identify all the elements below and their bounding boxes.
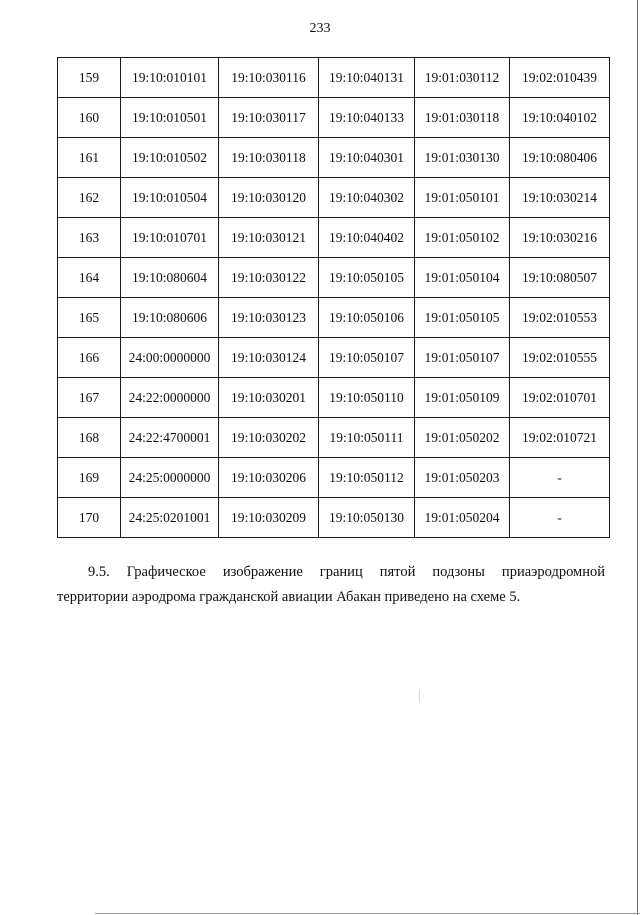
cadastral-table xyxy=(57,57,610,538)
cadastral-number-cell: 19:10:050110 xyxy=(319,378,415,418)
cadastral-number-cell: 19:10:040102 xyxy=(510,98,610,138)
cadastral-number-cell: 19:10:030116 xyxy=(219,58,319,98)
cadastral-number-cell: 19:01:050102 xyxy=(415,218,510,258)
cadastral-number-cell: 19:10:080507 xyxy=(510,258,610,298)
paragraph-line-2: территории аэродрома гражданской авиации Абакан приведено на схеме 5. xyxy=(57,589,521,605)
row-number-cell: 161 xyxy=(58,138,121,178)
cadastral-number-cell: 19:10:030124 xyxy=(219,338,319,378)
table-row xyxy=(58,178,610,218)
cadastral-number-cell: 24:25:0000000 xyxy=(121,458,219,498)
cadastral-number-cell: 19:10:030122 xyxy=(219,258,319,298)
cadastral-number-cell: 19:02:010553 xyxy=(510,298,610,338)
cadastral-number-cell: 24:25:0201001 xyxy=(121,498,219,538)
paragraph-line-1: 9.5. Графическое изображение границ пятой подзоны приаэродромной xyxy=(88,564,605,580)
cadastral-number-cell: 19:01:050109 xyxy=(415,378,510,418)
cadastral-number-cell: 19:10:030214 xyxy=(510,178,610,218)
table-row xyxy=(58,338,610,378)
cadastral-number-cell: 24:22:4700001 xyxy=(121,418,219,458)
row-number-cell: 163 xyxy=(58,218,121,258)
cadastral-number-cell: 19:10:030209 xyxy=(219,498,319,538)
cadastral-number-cell: 19:10:040301 xyxy=(319,138,415,178)
cadastral-number-cell: 19:10:030120 xyxy=(219,178,319,218)
cadastral-number-cell: 24:22:0000000 xyxy=(121,378,219,418)
row-number-cell: 159 xyxy=(58,58,121,98)
cadastral-number-cell: 19:10:050130 xyxy=(319,498,415,538)
cadastral-number-cell: 19:10:050111 xyxy=(319,418,415,458)
cadastral-number-cell: 19:01:050202 xyxy=(415,418,510,458)
table-row xyxy=(58,458,610,498)
cadastral-number-cell: 19:01:030118 xyxy=(415,98,510,138)
table-row xyxy=(58,58,610,98)
cadastral-number-cell: 19:02:010555 xyxy=(510,338,610,378)
cadastral-number-cell: 19:10:050112 xyxy=(319,458,415,498)
cadastral-number-cell: 19:10:030206 xyxy=(219,458,319,498)
table-row xyxy=(58,218,610,258)
scan-artifact xyxy=(419,690,420,702)
cadastral-number-cell: 19:01:050104 xyxy=(415,258,510,298)
cadastral-number-cell: 19:10:030123 xyxy=(219,298,319,338)
cadastral-number-cell: 19:10:080606 xyxy=(121,298,219,338)
cadastral-number-cell: 19:10:050106 xyxy=(319,298,415,338)
table-row xyxy=(58,498,610,538)
cadastral-number-cell: 19:10:040302 xyxy=(319,178,415,218)
cadastral-number-cell: - xyxy=(510,498,610,538)
cadastral-number-cell: 19:10:030118 xyxy=(219,138,319,178)
cadastral-number-cell: 19:10:010101 xyxy=(121,58,219,98)
cadastral-number-cell: 19:10:030202 xyxy=(219,418,319,458)
cadastral-number-cell: 19:01:030112 xyxy=(415,58,510,98)
cadastral-number-cell: 19:10:010502 xyxy=(121,138,219,178)
section-paragraph xyxy=(57,560,605,610)
cadastral-number-cell: 19:02:010721 xyxy=(510,418,610,458)
cadastral-number-cell: 19:02:010701 xyxy=(510,378,610,418)
cadastral-number-cell: 19:10:040131 xyxy=(319,58,415,98)
cadastral-number-cell: 19:01:050107 xyxy=(415,338,510,378)
row-number-cell: 160 xyxy=(58,98,121,138)
table-row xyxy=(58,138,610,178)
table-row xyxy=(58,378,610,418)
scan-edge-bottom xyxy=(95,913,640,914)
cadastral-number-cell: 19:10:030121 xyxy=(219,218,319,258)
scan-edge-right xyxy=(637,0,638,915)
cadastral-number-cell: 19:01:050204 xyxy=(415,498,510,538)
cadastral-number-cell: 19:10:030201 xyxy=(219,378,319,418)
cadastral-number-cell: 19:10:050107 xyxy=(319,338,415,378)
table-row xyxy=(58,298,610,338)
cadastral-number-cell: 19:10:040402 xyxy=(319,218,415,258)
cadastral-number-cell: 19:01:050105 xyxy=(415,298,510,338)
row-number-cell: 169 xyxy=(58,458,121,498)
row-number-cell: 167 xyxy=(58,378,121,418)
cadastral-number-cell: 19:10:010504 xyxy=(121,178,219,218)
row-number-cell: 165 xyxy=(58,298,121,338)
cadastral-number-cell: 19:10:040133 xyxy=(319,98,415,138)
cadastral-number-cell: 24:00:0000000 xyxy=(121,338,219,378)
table-row xyxy=(58,258,610,298)
row-number-cell: 162 xyxy=(58,178,121,218)
cadastral-number-cell: 19:10:010501 xyxy=(121,98,219,138)
cadastral-number-cell: 19:10:080406 xyxy=(510,138,610,178)
cadastral-number-cell: - xyxy=(510,458,610,498)
table-row xyxy=(58,418,610,458)
cadastral-number-cell: 19:01:050101 xyxy=(415,178,510,218)
cadastral-number-cell: 19:10:010701 xyxy=(121,218,219,258)
cadastral-table-body xyxy=(58,58,610,538)
table-row xyxy=(58,98,610,138)
cadastral-number-cell: 19:10:050105 xyxy=(319,258,415,298)
cadastral-number-cell: 19:01:050203 xyxy=(415,458,510,498)
row-number-cell: 170 xyxy=(58,498,121,538)
cadastral-number-cell: 19:02:010439 xyxy=(510,58,610,98)
cadastral-number-cell: 19:10:030216 xyxy=(510,218,610,258)
row-number-cell: 164 xyxy=(58,258,121,298)
cadastral-number-cell: 19:10:080604 xyxy=(121,258,219,298)
cadastral-number-cell: 19:01:030130 xyxy=(415,138,510,178)
page-number: 233 xyxy=(309,21,331,36)
cadastral-number-cell: 19:10:030117 xyxy=(219,98,319,138)
row-number-cell: 168 xyxy=(58,418,121,458)
row-number-cell: 166 xyxy=(58,338,121,378)
